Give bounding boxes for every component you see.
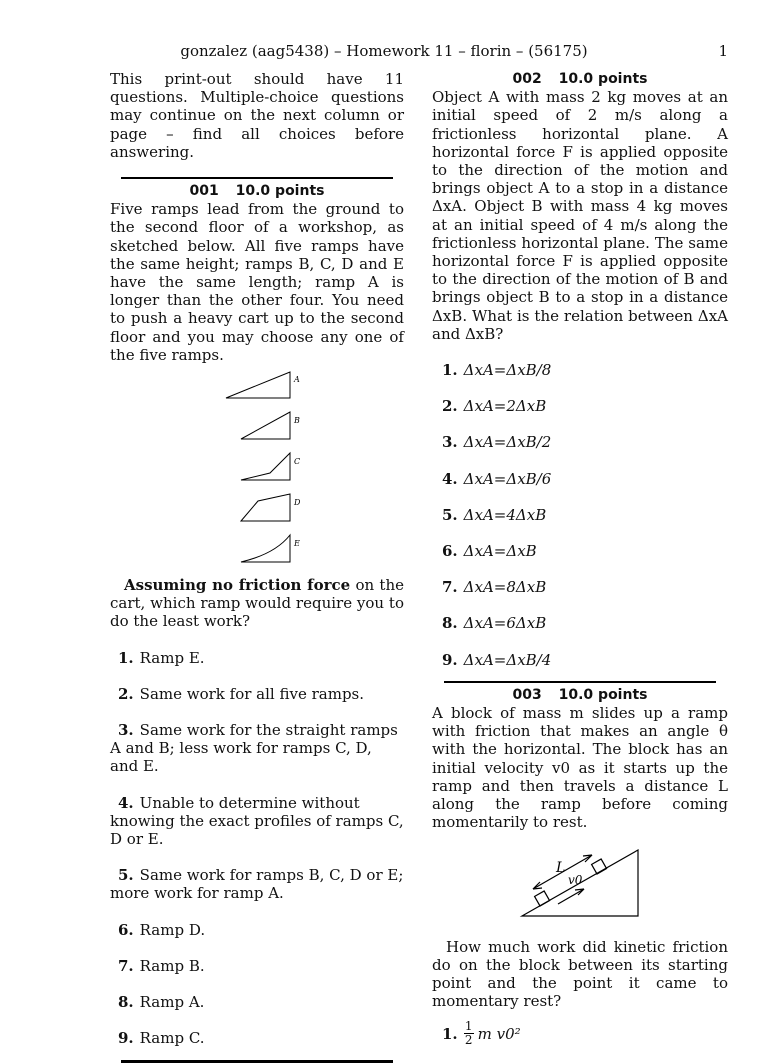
q1-option: 5. Same work for ramps B, C, D or E; more work for ramp A. bbox=[110, 866, 404, 903]
incline-figure bbox=[432, 844, 728, 924]
q2-option: 9. ΔxA=ΔxB/4 bbox=[442, 650, 552, 669]
block-start bbox=[535, 891, 550, 906]
fraction-denominator: 2 bbox=[464, 1033, 473, 1048]
q3-question: How much work did kinetic friction do on the block between its starting point and the point it came to momentary rest? bbox=[432, 937, 728, 1011]
ramp-e bbox=[241, 535, 290, 562]
ramp-label-b: B bbox=[294, 416, 300, 426]
q3-header bbox=[432, 686, 728, 704]
q1-option: 9. Ramp C. bbox=[118, 1029, 205, 1048]
arrow-head-left bbox=[533, 882, 542, 889]
fraction-numerator: 1 bbox=[464, 1019, 473, 1034]
q1-points: 10.0 points bbox=[235, 183, 325, 200]
q2-points: 10.0 points bbox=[558, 71, 648, 87]
ramp-label-e: E bbox=[294, 539, 300, 549]
q1-option: 4. Unable to determine without knowing the exact profiles of ramps C, D or E. bbox=[110, 793, 404, 849]
right-column bbox=[432, 70, 728, 1047]
q1-option: 1. Ramp E. bbox=[118, 648, 205, 667]
q3-text: A block of mass m slides up a ramp with friction that makes an angle θ with the horizontal. The block has an initial velocity v0 as it starts up the ramp and then travels a distance L along the ramp before coming momentarily to rest. bbox=[432, 704, 728, 832]
q2-option: 3. ΔxA=ΔxB/2 bbox=[442, 433, 552, 452]
q3-option-1 bbox=[442, 1020, 728, 1047]
q1-question-rest: on the cart, which ramp would require you to do the least work? bbox=[110, 576, 404, 631]
ramp-b bbox=[241, 412, 290, 439]
q2-text: Object A with mass 2 kg moves at an initial speed of 2 m/s along a frictionless horizontal plane. A horizontal force F is applied opposite to the direction of the motion and brings object A to a stop in a distance ΔxA. Object B with mass 4 kg moves at an initial speed of 4 m/s along the frictionless horizontal plane. The same horizontal force F is applied opposite to the direction of the motion of B and brings object B to a stop in a distance ΔxB. What is the relation between ΔxA and ΔxB? bbox=[432, 88, 728, 343]
fraction bbox=[464, 1020, 474, 1047]
q3-option-num: 1. bbox=[442, 1024, 458, 1043]
q1-number: 001 bbox=[189, 183, 219, 200]
q3-number: 003 bbox=[512, 686, 542, 703]
q2-option: 5. ΔxA=4ΔxB bbox=[442, 505, 547, 524]
label-v0: v0 bbox=[568, 872, 583, 887]
ramp-label-d: D bbox=[294, 498, 301, 508]
q2-option: 1. ΔxA=ΔxB/8 bbox=[442, 361, 552, 380]
q2-option: 7. ΔxA=8ΔxB bbox=[442, 578, 547, 597]
q1-header bbox=[110, 182, 404, 200]
q1-option: 2. Same work for all five ramps. bbox=[118, 684, 365, 703]
label-l: L bbox=[556, 859, 566, 876]
q2-option: 2. ΔxA=2ΔxB bbox=[442, 397, 547, 416]
q1-text: Five ramps lead from the ground to the second floor of a workshop, as sketched below. All five ramps have the same height; ramps B, C, D and E have the same length; ramp A is longer than the other four. You need to push a heavy cart up to the second floor and you may choose any one of the five ramps. bbox=[110, 200, 404, 364]
q1-option: 7. Ramp B. bbox=[118, 956, 205, 975]
ramp-a bbox=[226, 372, 290, 398]
q3-points: 10.0 points bbox=[558, 686, 648, 703]
q2-option: 4. ΔxA=ΔxB/6 bbox=[442, 469, 552, 488]
ramp-label-a: A bbox=[294, 375, 300, 385]
q2-header bbox=[432, 70, 728, 88]
q2-number: 002 bbox=[512, 71, 542, 87]
intro-text: This print-out should have 11 questions. Multiple-choice questions may continue on the next column or page – find all choices before answering. bbox=[110, 70, 404, 161]
ramps-figure bbox=[110, 368, 404, 568]
separator-rule bbox=[121, 1060, 393, 1063]
ramp-label-c: C bbox=[294, 457, 301, 467]
ramp-d bbox=[241, 494, 290, 521]
separator-rule bbox=[444, 681, 716, 683]
page-number: 1 bbox=[718, 42, 728, 60]
q1-question bbox=[110, 576, 404, 631]
page-header bbox=[0, 42, 768, 62]
arrow-head-right bbox=[583, 855, 592, 862]
q1-option: 8. Ramp A. bbox=[118, 993, 205, 1012]
separator-rule bbox=[121, 177, 393, 179]
q2-option: 6. ΔxA=ΔxB bbox=[442, 542, 537, 561]
q1-option: 6. Ramp D. bbox=[118, 920, 206, 939]
q2-options bbox=[432, 361, 728, 669]
ramp-c bbox=[241, 453, 290, 480]
velocity-arrow bbox=[558, 889, 584, 904]
q1-options bbox=[110, 649, 404, 1048]
q3-option-expr: m v0² bbox=[477, 1024, 521, 1043]
q1-question-bold: Assuming no friction force bbox=[124, 576, 351, 595]
q1-option: 3. Same work for the straight ramps A and B; less work for ramps C, D, and E. bbox=[110, 721, 398, 776]
q2-option: 8. ΔxA=6ΔxB bbox=[442, 614, 547, 633]
left-column bbox=[110, 70, 404, 1063]
header-title: gonzalez (aag5438) – Homework 11 – florin – (56175) bbox=[180, 42, 588, 60]
